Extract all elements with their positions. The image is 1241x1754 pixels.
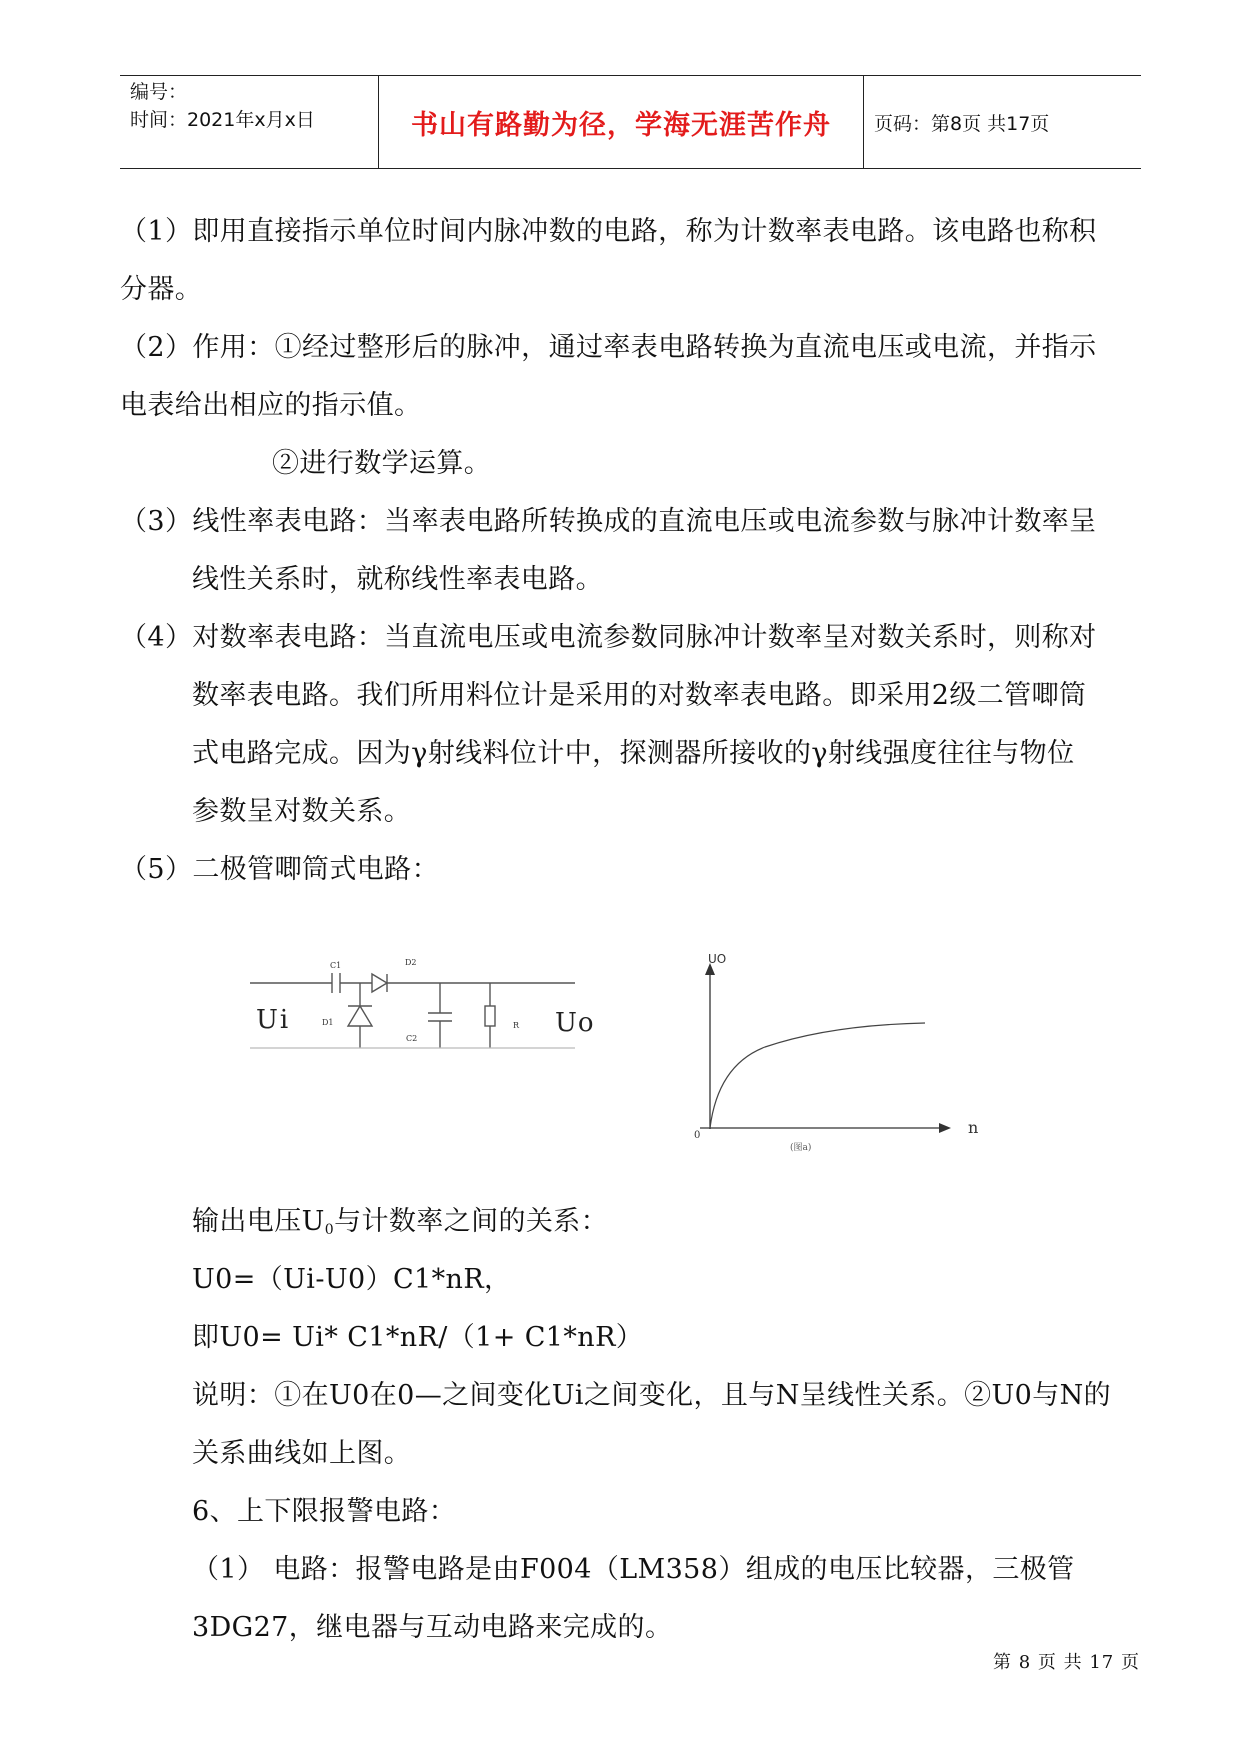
document-header [120,75,1141,169]
paragraph-3-line-1: （3）线性率表电路：当率表电路所转换成的直流电压或电流参数与脉冲计数率呈 [120,506,1097,537]
paragraph-3-line-2: 线性关系时，就称线性率表电路。 [192,564,603,595]
uo-label: Uo [555,1008,595,1038]
uo-vs-n-graph [670,945,980,1160]
time-label: 时间：2021年x月x日 [130,109,315,131]
formula-note-line-1: 说明：①在U0在0—之间变化Ui之间变化，且与N呈线性关系。②U0与N的 [192,1380,1112,1411]
log-curve [710,1023,925,1128]
formula-2: 即U0= Ui* C1*nR/（1+ C1*nR） [192,1322,644,1353]
x-axis-arrow-icon [939,1123,951,1133]
y-axis-label: UO [708,952,727,966]
motto-cell [378,76,864,168]
section-6-paragraph-line-2: 3DG27，继电器与互动电路来完成的。 [192,1612,673,1643]
paragraph-4-line-1: （4）对数率表电路：当直流电压或电流参数同脉冲计数率呈对数关系时，则称对 [120,622,1097,653]
ui-label: Ui [256,1005,291,1035]
section-6-title: 6、上下限报警电路： [192,1496,457,1527]
diode-pump-circuit-diagram [250,948,595,1063]
formula-intro-part-1: 输出电压U [192,1206,325,1237]
paragraph-2-line-1: （2）作用：①经过整形后的脉冲，通过率表电路转换为直流电压或电流，并指示 [120,332,1097,363]
page-code: 页码：第8页 共17页 [874,112,1050,135]
section-6-paragraph-line-1: （1） 电路：报警电路是由F004（LM358）组成的电压比较器，三极管 [192,1554,1075,1585]
origin-label: 0 [694,1130,701,1141]
paragraph-4-line-2: 数率表电路。我们所用料位计是采用的对数率表电路。即采用2级二管唧筒 [192,680,1087,711]
formula-intro [192,1206,608,1246]
d1-label: D1 [322,1018,334,1027]
page-code-cell [862,76,1141,168]
paragraph-2-line-2: 电表给出相应的指示值。 [120,390,422,421]
d2-label: D2 [405,958,417,967]
formula-1: U0=（Ui-U0）C1*nR， [192,1264,512,1295]
paragraph-2-line-3: ②进行数学运算。 [272,448,492,479]
c2-label: C2 [406,1034,418,1043]
number-label: 编号： [130,81,188,103]
motto-text: 书山有路勤为径，学海无涯苦作舟 [411,109,831,141]
header-meta-cell [120,76,378,168]
x-axis-label: n [968,1118,979,1137]
paragraph-4-line-4: 参数呈对数关系。 [192,796,412,827]
formula-note-line-2: 关系曲线如上图。 [192,1438,412,1469]
formula-intro-subscript: 0 [324,1222,335,1238]
r-label: R [513,1021,520,1030]
c1-label: C1 [330,961,342,970]
formula-intro-part-2: 与计数率之间的关系： [334,1206,609,1237]
page-footer: 第 8 页 共 17 页 [993,1652,1140,1673]
paragraph-1-line-2: 分器。 [120,274,203,305]
paragraph-5: （5）二极管唧筒式电路： [120,854,439,885]
graph-caption: (图a) [790,1143,812,1153]
paragraph-1-line-1: （1）即用直接指示单位时间内脉冲数的电路，称为计数率表电路。该电路也称积 [120,216,1097,247]
paragraph-4-line-3: 式电路完成。因为γ射线料位计中，探测器所接收的γ射线强度往往与物位 [192,738,1075,769]
